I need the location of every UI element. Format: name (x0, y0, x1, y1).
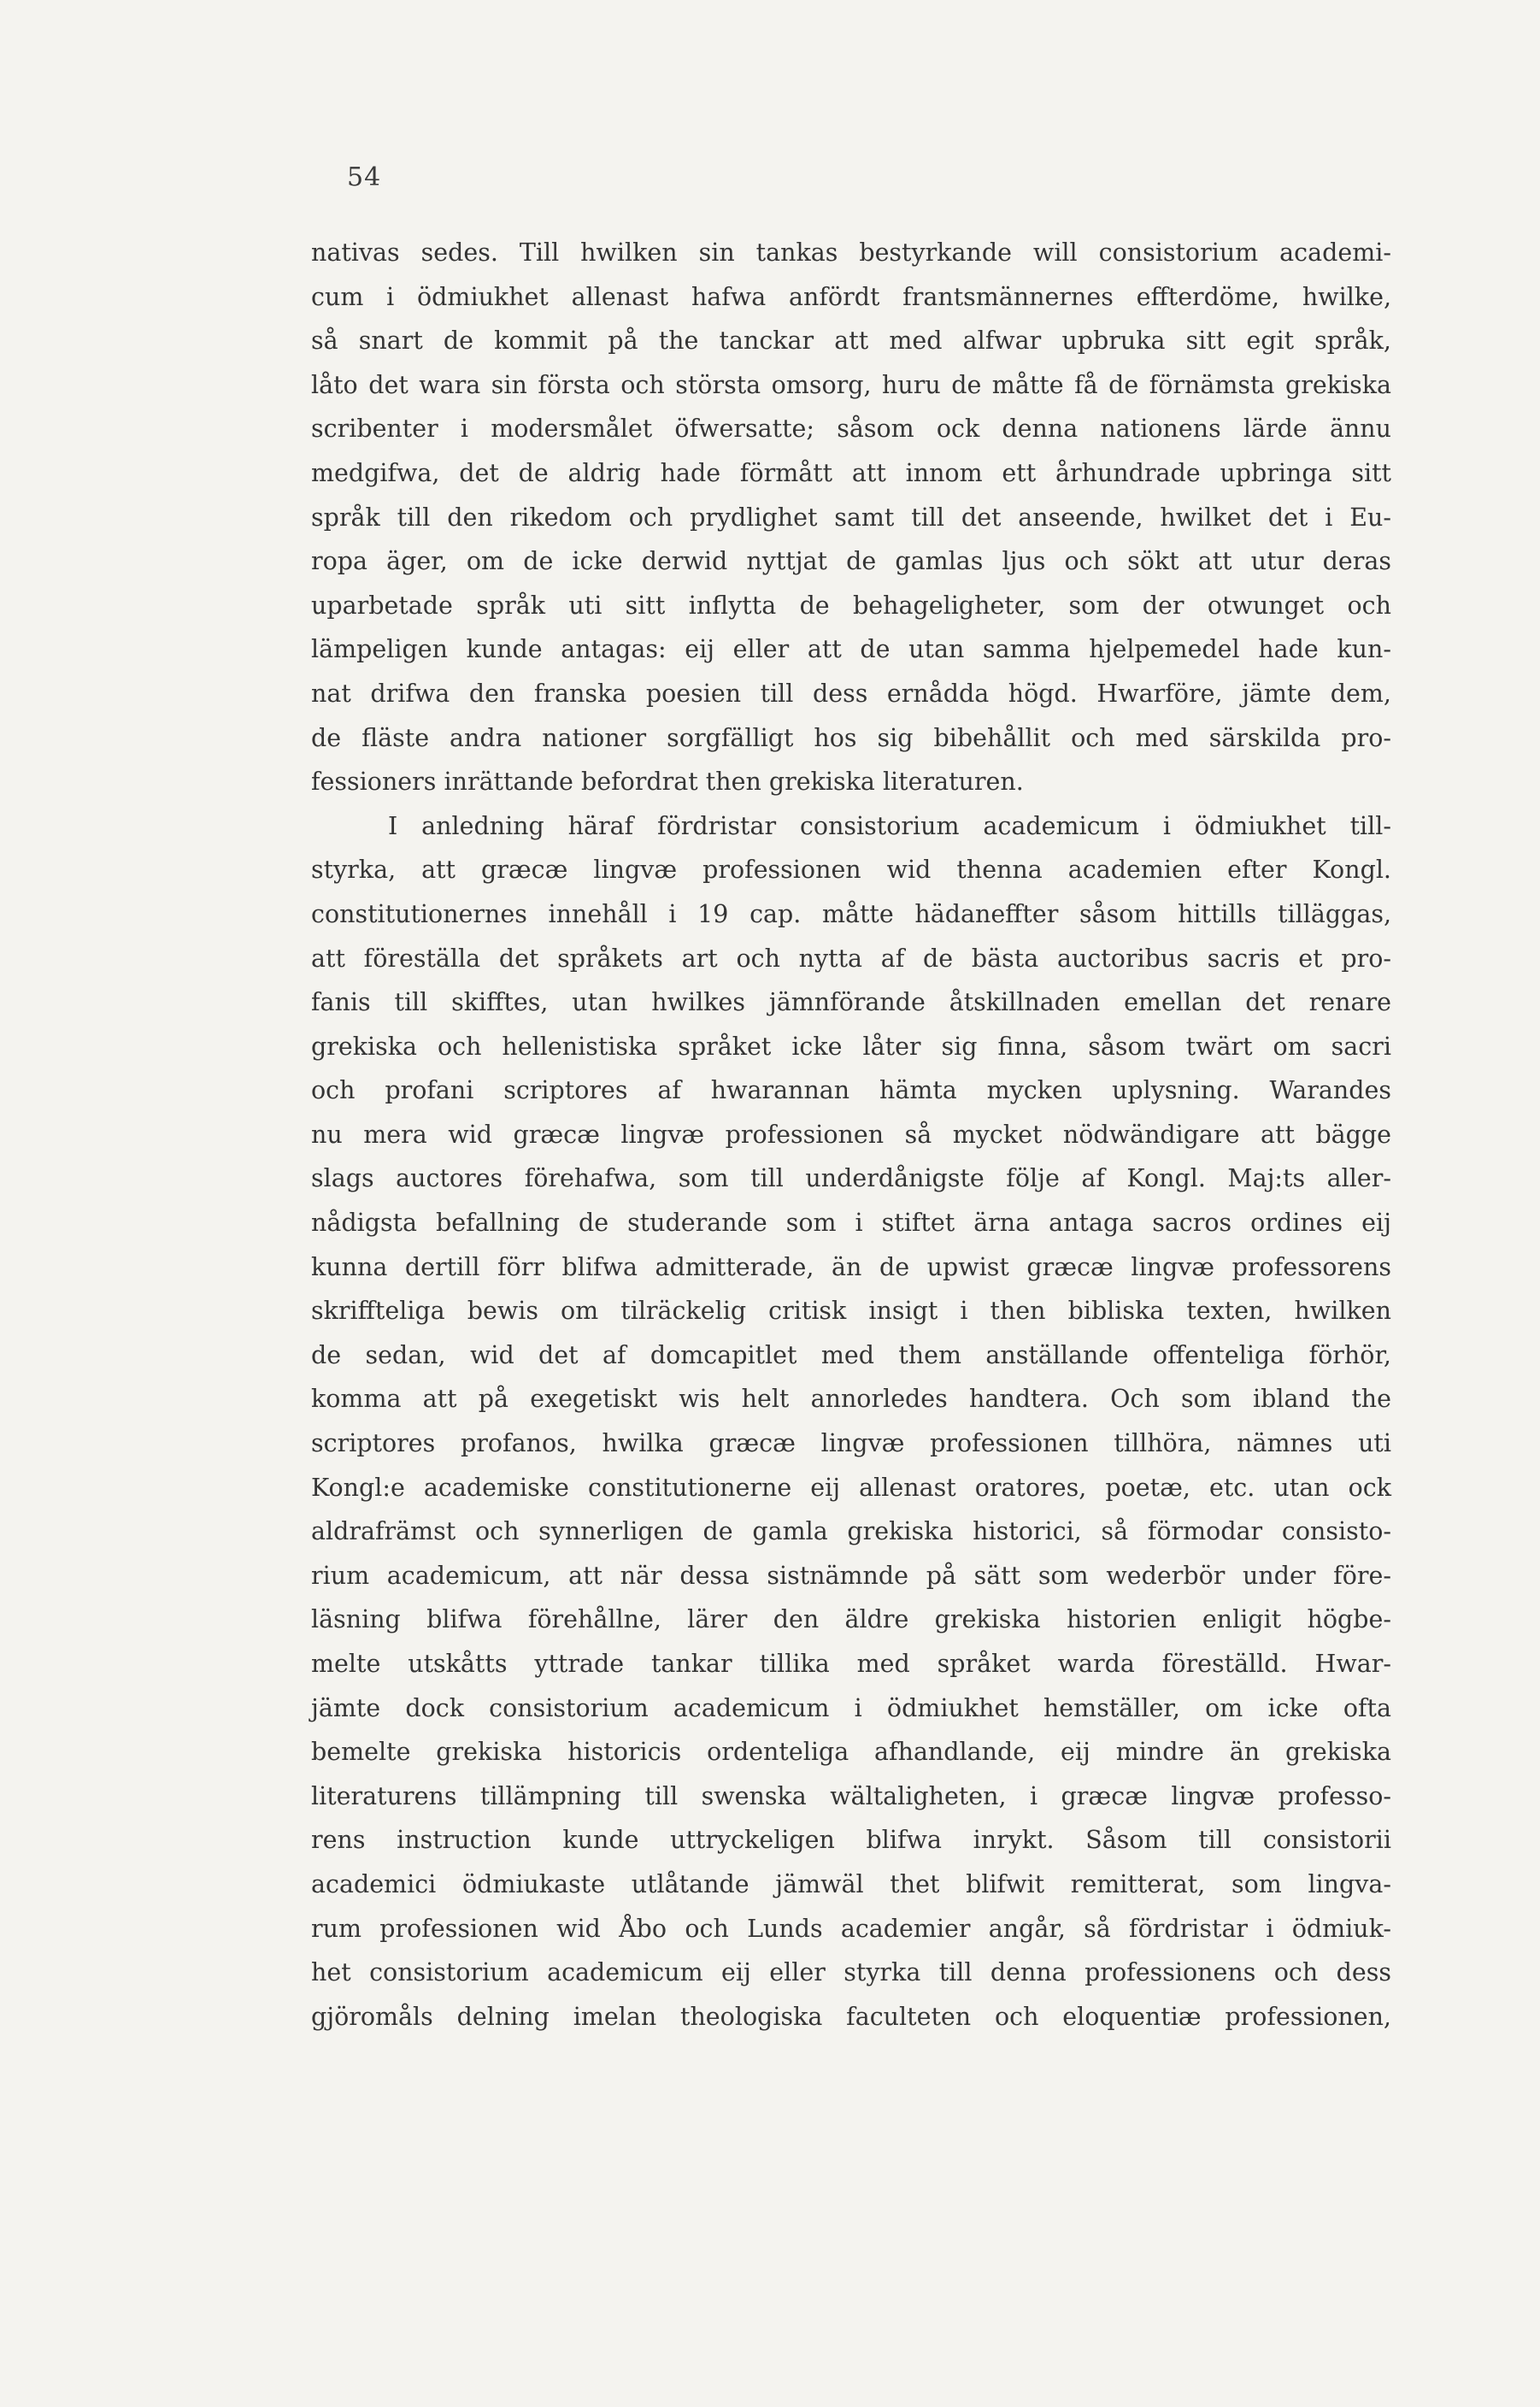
text-line: nådigsta befallning de studerande som i stiftet ärna antaga sacros ordines eij (311, 1209, 1391, 1238)
text-line: medgifwa, det de aldrig hade förmått att innom ett århundrade upbringa sitt (311, 458, 1391, 487)
text-line: de sedan, wid det af domcapitlet med them anställande offenteliga förhör, (311, 1340, 1391, 1369)
text-line: rens instruction kunde uttryckeligen blifwa inrykt. Såsom till consistorii (311, 1826, 1391, 1855)
text-line: scriptores profanos, hwilka græcæ lingvæ professionen tillhöra, nämnes uti (311, 1429, 1391, 1458)
text-line: cum i ödmiukhet allenast hafwa anfördt frantsmännernes effterdöme, hwilke, (311, 282, 1391, 311)
text-line: het consistorium academicum eij eller styrka till denna professionens och dess (311, 1958, 1391, 1987)
text-line: fessioners inrättande befordrat then grekiska literaturen. (311, 768, 1024, 797)
text-line: nativas sedes. Till hwilken sin tankas bestyrkande will consistorium academi- (311, 238, 1391, 267)
text-line: kunna dertill förr blifwa admitterade, än de upwist græcæ lingvæ professorens (311, 1252, 1391, 1281)
page-number: 54 (347, 162, 382, 192)
text-line: aldrafrämst och synnerligen de gamla grekiska historici, så förmodar consisto- (311, 1517, 1391, 1546)
text-line: läsning blifwa förehållne, lärer den äldre grekiska historien enligit högbe- (311, 1605, 1391, 1634)
text-line: gjöromåls delning imelan theologiska faculteten och eloquentiæ professionen, (311, 2002, 1391, 2031)
text-line: nu mera wid græcæ lingvæ professionen så mycket nödwändigare att bägge (311, 1120, 1391, 1149)
text-line: fanis till skifftes, utan hwilkes jämnförande åtskillnaden emellan det renare (311, 988, 1391, 1017)
text-line: nat drifwa den franska poesien till dess ernådda högd. Hwarföre, jämte dem, (311, 679, 1391, 708)
text-line: så snart de kommit på the tanckar att med alfwar upbruka sitt egit språk, (311, 327, 1391, 356)
text-line: jämte dock consistorium academicum i ödmiukhet hemställer, om icke ofta (311, 1693, 1391, 1722)
text-line: melte utskåtts yttrade tankar tillika med språket warda föreställd. Hwar- (311, 1650, 1391, 1678)
text-line: ropa äger, om de icke derwid nyttjat de gamlas ljus och sökt att utur deras (311, 547, 1391, 576)
text-line: att föreställa det språkets art och nytta af de bästa auctoribus sacris et pro- (311, 944, 1391, 973)
text-line: rium academicum, att när dessa sistnämnde på sätt som wederbör under före- (311, 1561, 1391, 1590)
text-line: academici ödmiukaste utlåtande jämwäl thet blifwit remitterat, som lingva- (311, 1869, 1391, 1898)
text-line: constitutionernes innehåll i 19 cap. måtte hädaneffter såsom hittills tilläggas, (311, 899, 1391, 928)
text-line: språk till den rikedom och prydlighet samt till det anseende, hwilket det i Eu- (311, 503, 1391, 532)
text-line: skriffteliga bewis om tilräckelig critisk insigt i then bibliska texten, hwilken (311, 1297, 1391, 1326)
text-line: I anledning häraf fördristar consistorium academicum i ödmiukhet till- (388, 811, 1391, 840)
text-line: grekiska och hellenistiska språket icke låter sig finna, såsom twärt om sacri (311, 1032, 1391, 1061)
text-line: rum professionen wid Åbo och Lunds academier angår, så fördristar i ödmiuk- (311, 1914, 1391, 1943)
text-line: låto det wara sin första och största omsorg, huru de måtte få de förnämsta grekiska (311, 370, 1391, 399)
text-line: lämpeligen kunde antagas: eij eller att de utan samma hjelpemedel hade kun- (311, 635, 1391, 664)
text-line: de fläste andra nationer sorgfälligt hos sig bibehållit och med särskilda pro- (311, 723, 1391, 752)
text-line: Kongl:e academiske constitutionerne eij allenast oratores, poetæ, etc. utan ock (311, 1473, 1391, 1502)
text-line: och profani scriptores af hwarannan hämta mycken uplysning. Warandes (311, 1076, 1391, 1105)
text-line: styrka, att græcæ lingvæ professionen wid thenna academien efter Kongl. (311, 856, 1391, 885)
text-line: slags auctores förehafwa, som till underdånigste följe af Kongl. Maj:ts aller- (311, 1164, 1391, 1193)
text-line: literaturens tillämpning till swenska wältaligheten, i græcæ lingvæ professo- (311, 1781, 1391, 1810)
text-line: uparbetade språk uti sitt inflytta de behageligheter, som der otwunget och (311, 591, 1391, 620)
text-line: komma att på exegetiskt wis helt annorledes handtera. Och som ibland the (311, 1385, 1391, 1414)
body-text (311, 231, 1391, 2039)
text-line: bemelte grekiska historicis ordenteliga afhandlande, eij mindre än grekiska (311, 1738, 1391, 1767)
text-line: scribenter i modersmålet öfwersatte; såsom ock denna nationens lärde ännu (311, 415, 1391, 444)
